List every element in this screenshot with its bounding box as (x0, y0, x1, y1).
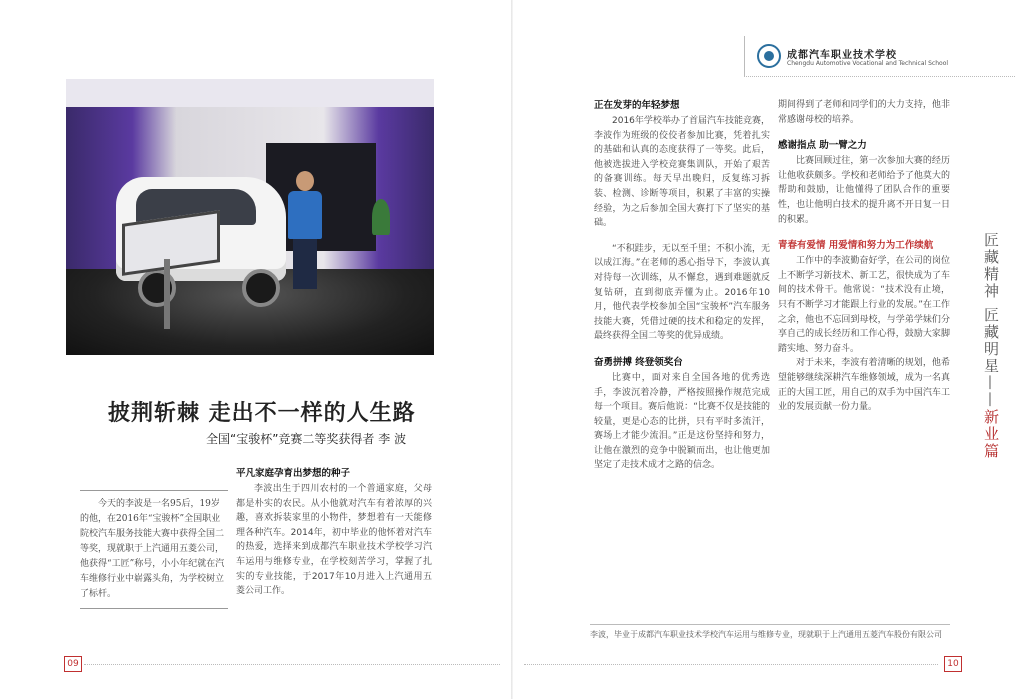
paragraph: “不积跬步，无以至千里；不积小流，无以成江海。”在老师的悉心指导下，李波认真对待每一次训练，从不懈怠，遇到难题就反复钻研，直到彻底弄懂为止。2016年10月，他代表学校参加全国“宝骏杯”汽车服务技能大赛，凭借过硬的技术和稳定的发挥，最终获得全国二等奖的优异成绩。 (594, 243, 770, 342)
paragraph: 比赛中，面对来自全国各地的优秀选手，李波沉着冷静，严格按照操作规范完成每一个项目。赛后他说：“比赛不仅是技能的较量，更是心态的比拼，只有平时多流汗，赛场上才能少流泪。”正是这份坚持和努力，让他在激烈的竞争中脱颖而出，也让他更加坚定了走技术成才之路的信念。 (594, 372, 770, 471)
school-name-cn: 成都汽车职业技术学校 (787, 50, 897, 61)
section-heading: 正在发芽的年轻梦想 (594, 100, 680, 111)
paragraph: 对于未来，李波有着清晰的规划，他希望能够继续深耕汽车维修领域，成为一名真正的大国工匠，用自己的双手为中国汽车工业的发展贡献一份力量。 (778, 358, 950, 413)
paragraph: 李波出生于四川农村的一个普通家庭，父母都是朴实的农民。从小他就对汽车有着浓厚的兴趣，喜欢拆装家里的小物件，梦想着有一天能修理各种汽车。2014年，初中毕业的他怀着对汽车的热爱，选择来到成都汽车职业技术学校学习汽车运用与维修专业，在学校刻苦学习，掌握了扎实的专业技能，于2017年10月进入上汽通用五菱公司工作。 (236, 484, 432, 597)
vertical-label-main: 匠藏精神 匠藏明星—— (982, 232, 1000, 409)
footer-rule (84, 664, 500, 665)
school-logo-icon (757, 44, 781, 68)
footer-rule (524, 664, 938, 665)
page-number-left: 09 (64, 656, 82, 672)
photo-caption: 李波，毕业于成都汽车职业技术学校汽车运用与维修专业，现就职于上汽通用五菱汽车股份有限公司 (590, 624, 950, 640)
column-2 (594, 98, 770, 473)
section-heading: 平凡家庭孕育出梦想的种子 (236, 468, 351, 479)
school-header (744, 36, 1015, 77)
section-heading: 感谢指点 助一臂之力 (778, 140, 867, 152)
article-subtitle: 全国“宝骏杯”竞赛二等奖获得者 李 波 (206, 432, 407, 446)
paragraph: 比赛回顾过往，第一次参加大赛的经历让他收获颇多。学校和老师给予了他莫大的帮助和鼓励，让他懂得了团队合作的重要性，也让他明白技术的提升离不开日复一日的积累。 (778, 156, 950, 225)
school-name-en: Chengdu Automotive Vocational and Technical School (787, 60, 949, 67)
article-title: 披荆斩棘 走出不一样的人生路 (108, 400, 416, 426)
paragraph: 2016年学校举办了首届汽车技能竞赛，李波作为班级的佼佼者参加比赛，凭着扎实的基础和认真的态度获得了一等奖。此后，他被选拔进入学校竞赛集训队，开始了艰苦的备赛训练。每天早出晚归，反复练习拆装、检测、诊断等项目，积累了丰富的实操经验，为之后参加全国大赛打下了坚实的基础。 (594, 116, 770, 229)
paragraph: 期间得到了老师和同学们的大力支持，他非常感谢母校的培养。 (778, 100, 950, 125)
section-heading: 奋勇拼搏 终登领奖台 (594, 356, 683, 368)
pull-quote (80, 490, 228, 609)
paragraph: 工作中的李波勤奋好学，在公司的岗位上不断学习新技术、新工艺，很快成为了车间的技术骨干。他常说：“技术没有止境，只有不断学习才能跟上行业的发展。”在工作之余，他也不忘回到母校，与学弟学妹们分享自己的成长经历和工作心得，鼓励大家脚踏实地、努力奋斗。 (778, 256, 950, 354)
pull-quote-text: 今天的李波是一名95后，19岁的他，在2016年“宝骏杯”全国职业院校汽车服务技能大赛中获得全国二等奖，现就职于上汽通用五菱公司，他获得“工匠”称号，小小年纪就在汽车维修行业中崭露头角，为学校树立了标杆。 (80, 499, 225, 599)
column-3 (778, 98, 950, 415)
section-heading-highlight: 青春有爱情 用爱情和努力为工作续航 (778, 240, 934, 252)
vertical-label-accent: 新业篇 (982, 408, 1000, 460)
vertical-section-label (978, 232, 1000, 460)
column-1 (236, 466, 432, 599)
showroom-photo (66, 79, 434, 355)
student-figure (288, 171, 322, 289)
page-number-right: 10 (944, 656, 962, 672)
